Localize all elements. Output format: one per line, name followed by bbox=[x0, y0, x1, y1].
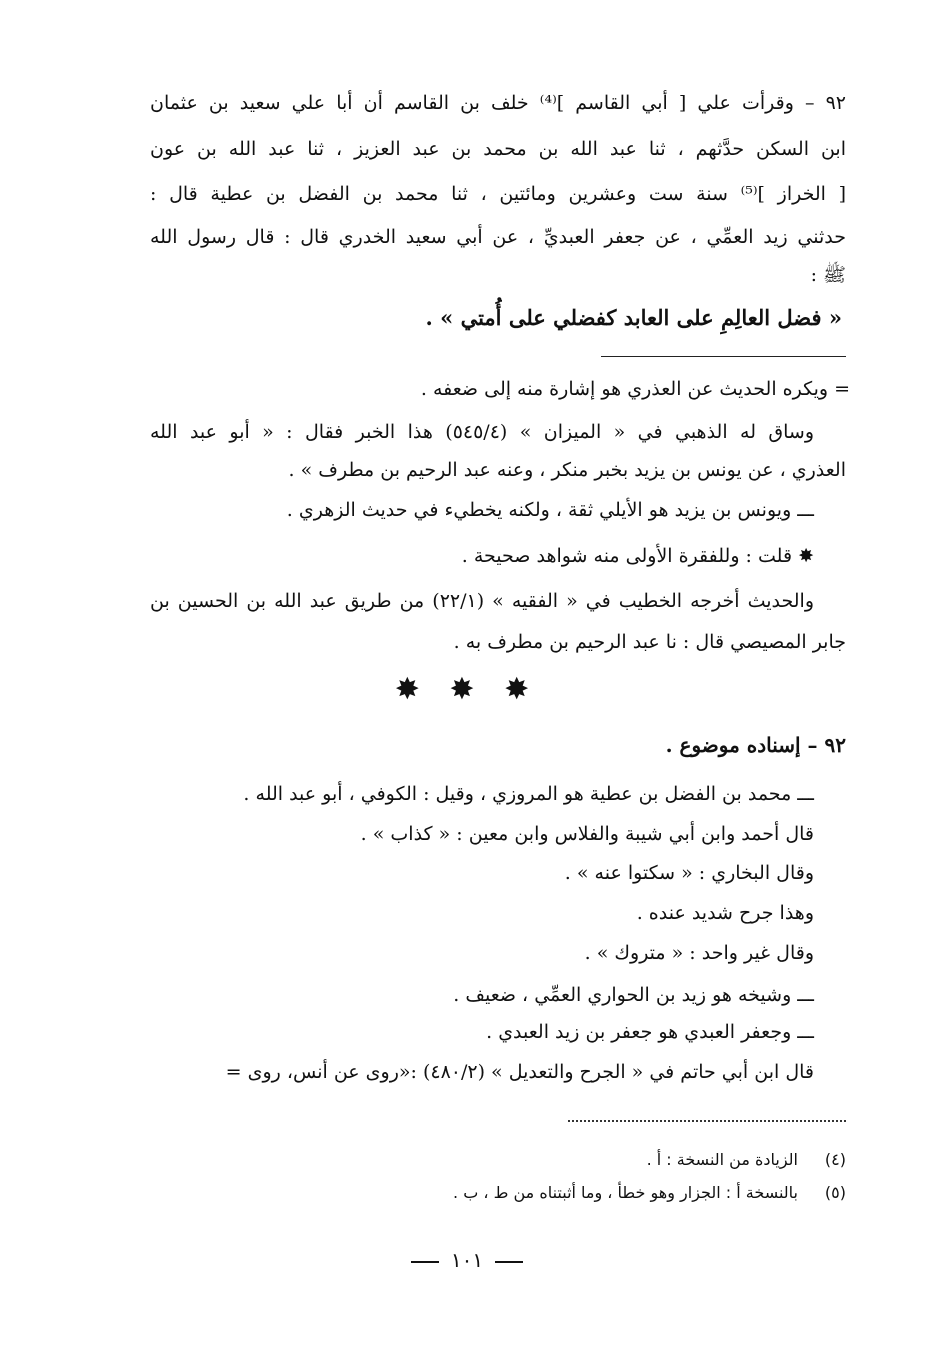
commentary-line-5: ✸ قلت : وللفقرة الأولى منه شواهد صحيحة . bbox=[461, 545, 814, 567]
footnote-text: الزيادة من النسخة : أ . bbox=[646, 1150, 798, 1169]
footnote-number: (٥) bbox=[824, 1183, 846, 1202]
page-number-dash-left bbox=[411, 1261, 439, 1263]
main-text-line-4: حدثني زيد العمِّي ، عن جعفر العبديِّ ، عن أبي سعيد الخدري قال : قال رسول الله bbox=[150, 226, 846, 248]
page-number-value: ١٠١ bbox=[450, 1248, 484, 1272]
main-text-line-2: ابن السكن حدَّثهم ، ثنا عبد الله بن محمد بن عبد العزيز ، ثنا عبد الله بن عون bbox=[150, 138, 846, 160]
commentary-line-2: وساق له الذهبي في « الميزان » (٥٤٥/٤) هذا الخبر فقال : « أبو عبد الله bbox=[150, 421, 814, 443]
footnote-separator bbox=[568, 1120, 846, 1122]
commentary-line-6: والحديث أخرجه الخطيب في « الفقيه » (٢٢/١) من طريق عبد الله بن الحسين بن bbox=[150, 590, 814, 612]
section-line-1: ـــ محمد بن الفضل بن عطية هو المروزي ، وقيل : الكوفي ، أبو عبد الله . bbox=[243, 783, 814, 805]
section-line-4: وهذا جرح شديد عنده . bbox=[636, 902, 814, 924]
page-number bbox=[0, 1248, 934, 1272]
section-line-3: وقال البخاري : « سكتوا عنه » . bbox=[564, 862, 814, 884]
separator-rule bbox=[601, 356, 846, 357]
footnote-number: (٤) bbox=[824, 1150, 846, 1169]
footnote-5 bbox=[300, 1180, 846, 1206]
page-number-dash-right bbox=[495, 1261, 523, 1263]
section-line-2: قال أحمد وابن أبي شيبة والفلاس وابن معين : « كذاب » . bbox=[360, 823, 814, 845]
section-line-8: قال ابن أبي حاتم في « الجرح والتعديل » (٤٨٠/٢) :«روى عن أنس، روى = bbox=[225, 1061, 814, 1083]
hadith-matn: « فضل العالِمِ على العابد كفضلي على أُمتي » . bbox=[425, 305, 842, 330]
footnote-4 bbox=[300, 1147, 846, 1173]
commentary-line-4: ـــ ويونس بن يزيد هو الأيلي ثقة ، ولكنه يخطيء في حديث الزهري . bbox=[286, 499, 814, 521]
commentary-line-1: = ويكره الحديث عن العذري هو إشارة منه إلى ضعفه . bbox=[420, 378, 850, 400]
section-line-6: ـــ وشيخه هو زيد بن الحواري العمِّي ، ضعيف . bbox=[453, 984, 814, 1006]
section-separator-stars: ✸ ✸ ✸ bbox=[394, 672, 540, 707]
commentary-line-3: العذري ، عن يونس بن يزيد بخبر منكر ، وعنه عبد الرحيم بن مطرف » . bbox=[288, 459, 846, 481]
footnote-text: بالنسخة أ : الجزار وهو خطأ ، وما أثبتناه من ط ، ب . bbox=[453, 1183, 798, 1202]
main-text-line-5: ﷺ : bbox=[810, 264, 846, 286]
section-heading: ٩٢ – إسناده موضوع . bbox=[665, 733, 846, 757]
section-line-7: ـــ وجعفر العبدي هو جعفر بن زيد العبدي . bbox=[486, 1021, 814, 1043]
main-text-line-3: [ الخراز ]⁽⁵⁾ سنة ست وعشرين ومائتين ، ثنا محمد بن الفضل بن عطية قال : bbox=[150, 183, 847, 205]
commentary-line-7: جابر المصيصي قال : نا عبد الرحيم بن مطرف به . bbox=[453, 631, 846, 653]
main-text-line-1: ٩٢ – وقرأت علي [ أبي القاسم ]⁽⁴⁾ خلف بن القاسم أن أبا علي سعيد بن عثمان bbox=[150, 92, 846, 114]
section-line-5: وقال غير واحد : « متروك » . bbox=[584, 942, 814, 964]
